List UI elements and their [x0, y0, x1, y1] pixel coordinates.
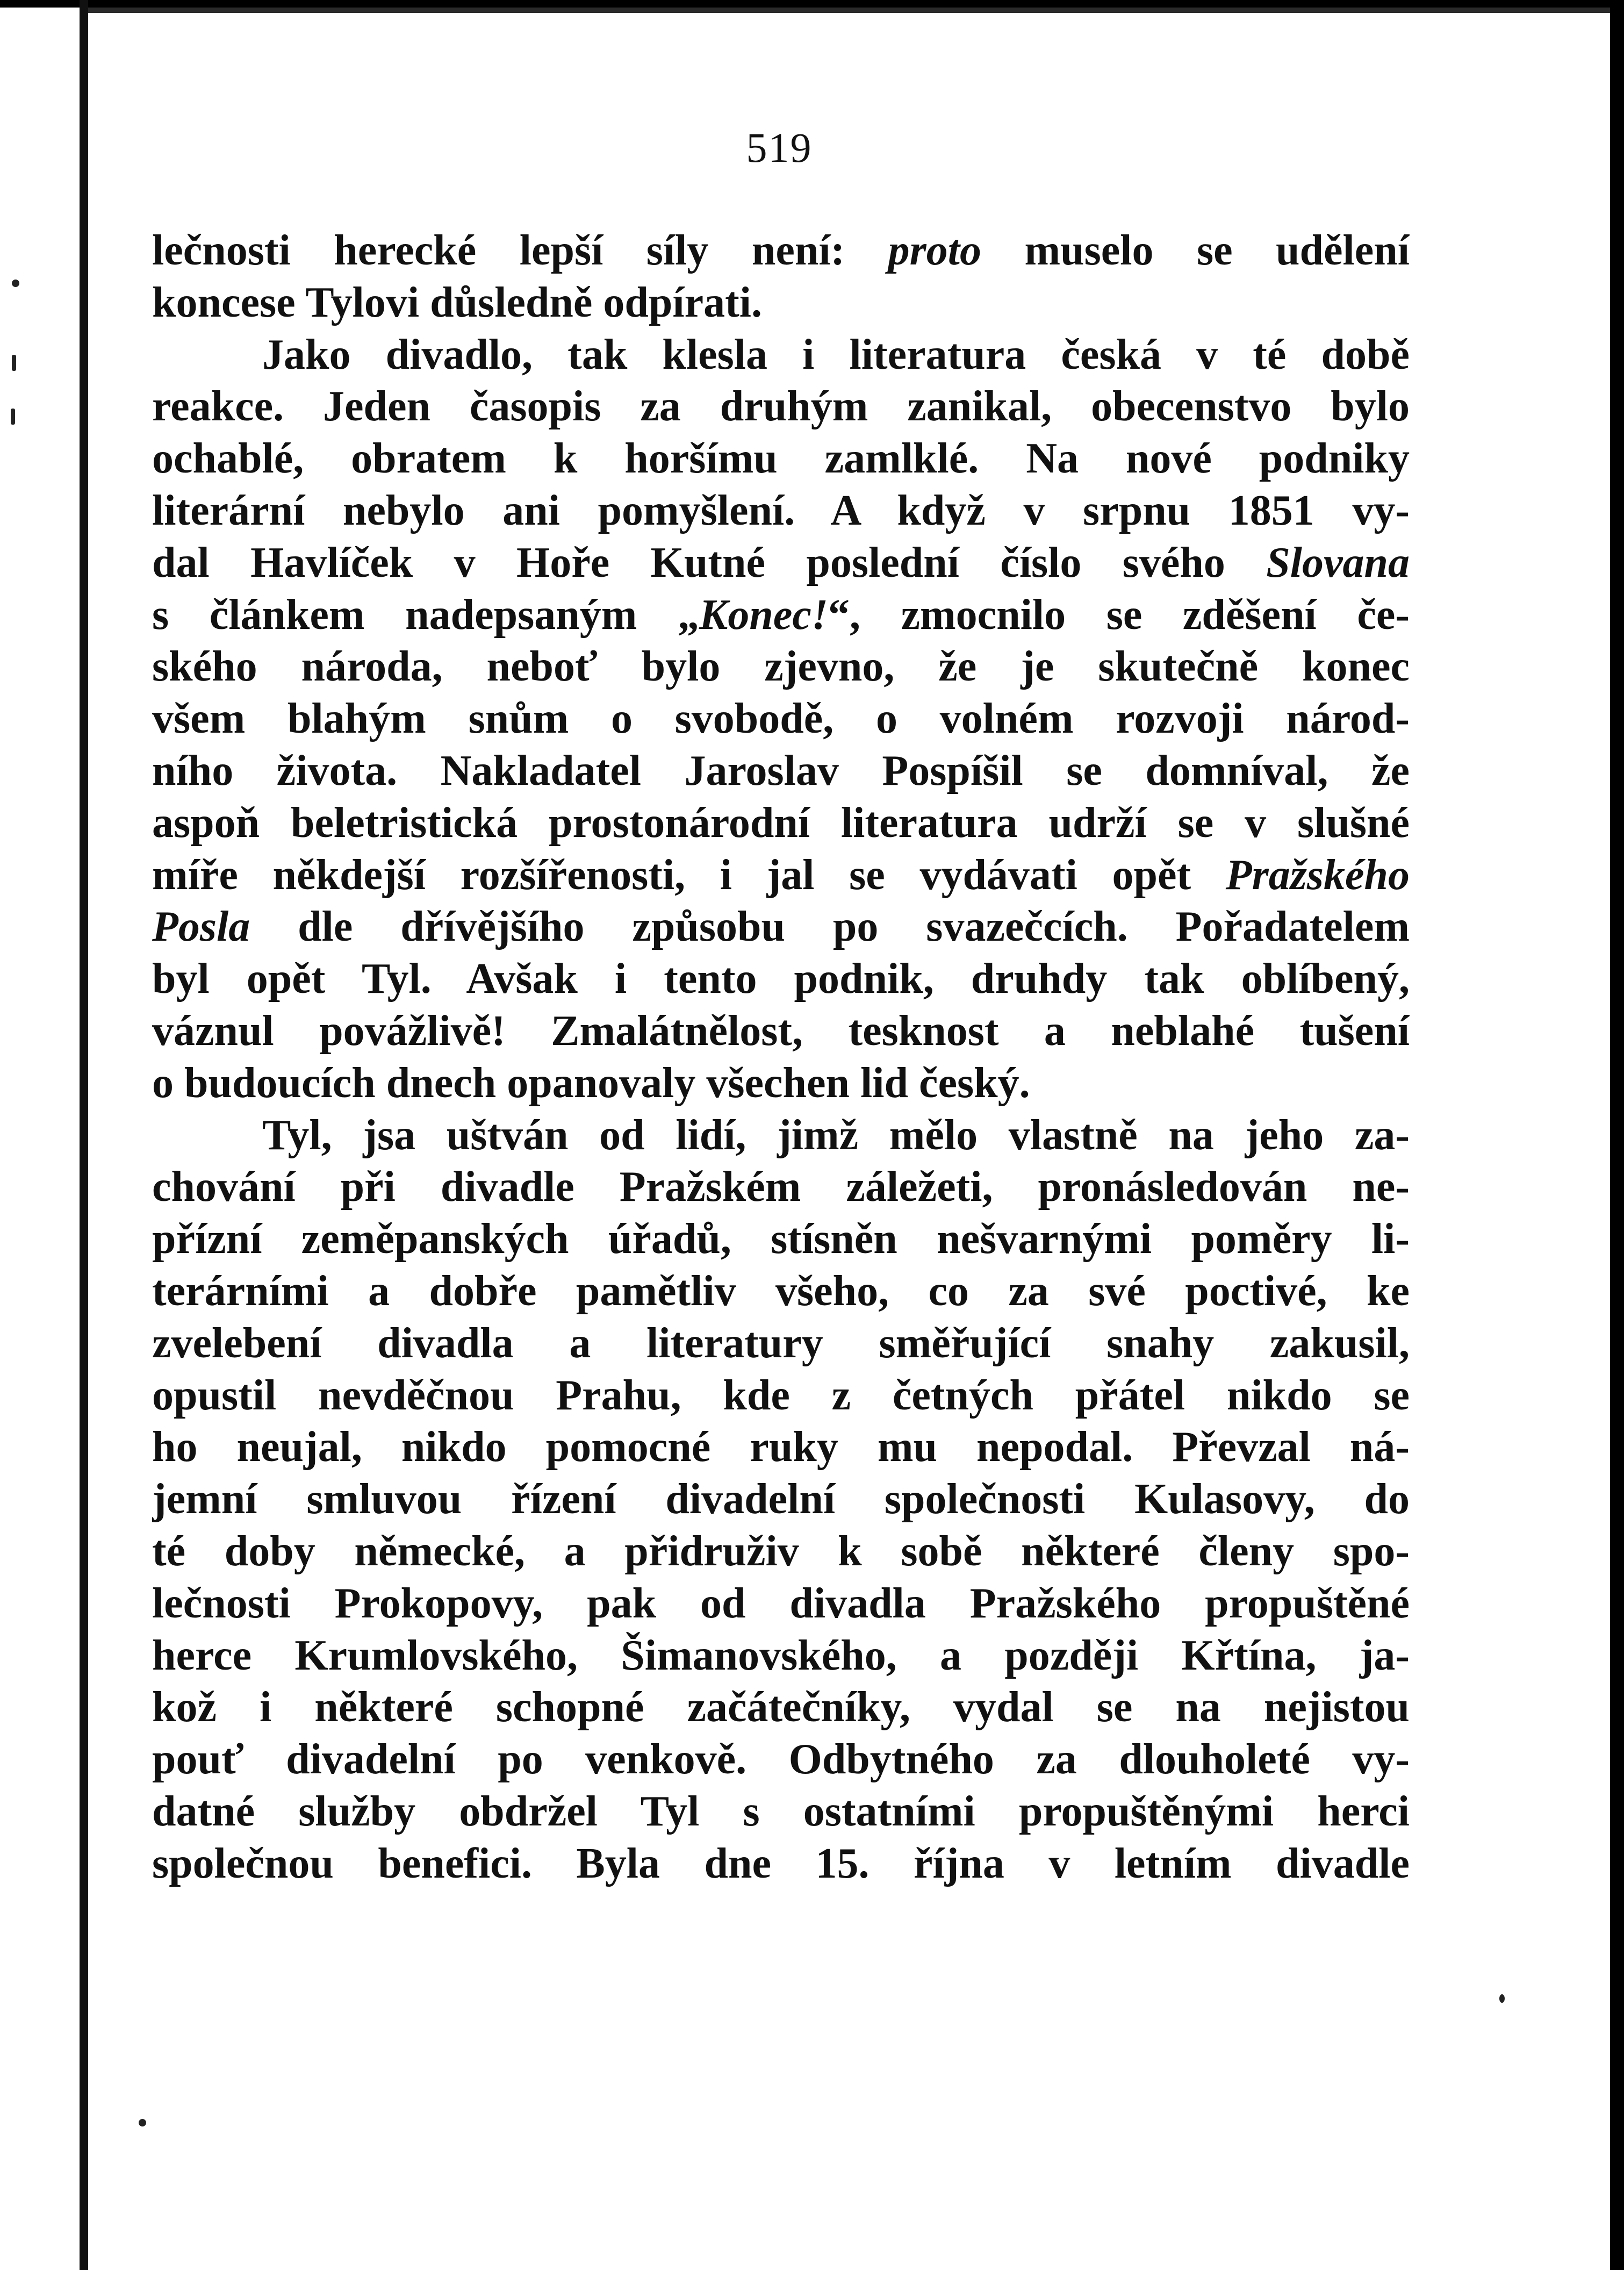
text-segment: ho neujal, nikdo pomocné ruky mu nepodal. Převzal ná- [152, 1423, 1410, 1471]
text-line [152, 381, 1410, 433]
italic-text: Slovana [1266, 539, 1410, 586]
text-segment: dal Havlíček v Hoře Kutné poslední číslo svého [152, 539, 1267, 586]
italic-text: proto [888, 227, 982, 274]
text-segment: ského národa, neboť bylo zjevno, že je skutečně konec [152, 643, 1410, 691]
text-line [152, 329, 1410, 381]
text-segment: aspoň beletristická prostonárodní literatura udrží se v slušné [152, 799, 1410, 847]
text-segment: o budoucích dnech opanovaly všechen lid český. [152, 1059, 1030, 1107]
text-line [152, 953, 1410, 1005]
text-segment: “, zmocnilo se zděšení če- [828, 591, 1410, 639]
text-segment: Tyl, jsa uštván od lidí, jimž mělo vlastně na jeho za- [262, 1111, 1410, 1159]
text-line [152, 433, 1410, 485]
text-line [152, 693, 1410, 745]
text-segment: reakce. Jeden časopis za druhým zanikal, obecenstvo bylo [152, 383, 1410, 431]
text-line [152, 641, 1410, 693]
text-line [152, 1005, 1410, 1057]
text-line [152, 485, 1410, 537]
page-number: 519 [746, 124, 813, 171]
text-line [152, 1057, 1410, 1109]
text-segment: datné služby obdržel Tyl s ostatními propuštěnými herci [152, 1787, 1410, 1835]
text-segment: lečnosti herecké lepší síly není: [152, 227, 888, 274]
text-segment: jemní smluvou řízení divadelní společnosti Kulasovy, do [152, 1476, 1410, 1523]
text-segment: byl opět Tyl. Avšak i tento podnik, druhdy tak oblíbený, [152, 955, 1410, 1003]
page-speck [1499, 1994, 1505, 2003]
italic-text: Pražského [1225, 851, 1410, 899]
text-segment: společnou benefici. Byla dne 15. října v letním divadle [152, 1839, 1410, 1887]
margin-speck [11, 409, 15, 425]
text-line [152, 1578, 1410, 1630]
text-segment: ochablé, obratem k horšímu zamlklé. Na nové podniky [152, 435, 1410, 483]
text-line [152, 537, 1410, 589]
text-line [152, 1681, 1410, 1734]
text-segment: váznul povážlivě! Zmalátnělost, tesknost a neblahé tušení [152, 1007, 1410, 1055]
text-line [152, 849, 1410, 901]
italic-text: Posla [152, 903, 250, 951]
text-line [152, 225, 1410, 277]
text-line [152, 277, 1410, 329]
body-text [152, 225, 1410, 1890]
text-segment: herce Krumlovského, Šimanovského, a později Křtína, ja- [152, 1631, 1410, 1679]
scan-right-edge [1610, 0, 1624, 2270]
text-segment: opustil nevděčnou Prahu, kde z četných přátel nikdo se [152, 1371, 1410, 1419]
text-segment: zvelebení divadla a literatury směřující snahy zakusil, [152, 1319, 1410, 1367]
text-segment: s článkem nadepsaným „ [152, 591, 699, 639]
text-segment: Jako divadlo, tak klesla i literatura česká v té době [262, 331, 1410, 378]
book-gutter-edge [80, 0, 88, 2270]
text-line [152, 745, 1410, 797]
text-line [152, 589, 1410, 641]
text-line [152, 901, 1410, 953]
text-line [152, 1786, 1410, 1838]
text-segment: muselo se udělení [981, 227, 1410, 274]
page-speck [139, 2119, 146, 2126]
text-segment: dle dřívějšího způsobu po svazečcích. Pořadatelem [250, 903, 1410, 951]
italic-text: Konec! [699, 591, 828, 639]
text-segment: té doby německé, a přidruživ k sobě některé členy spo- [152, 1527, 1410, 1575]
text-segment: míře někdejší rozšířenosti, i jal se vydávati opět [152, 851, 1226, 899]
text-segment: ního života. Nakladatel Jaroslav Pospíšil se domníval, že [152, 747, 1410, 794]
text-line [152, 1213, 1410, 1265]
text-line [152, 797, 1410, 849]
margin-speck [12, 355, 16, 371]
text-line [152, 1473, 1410, 1526]
text-segment: lečnosti Prokopovy, pak od divadla Pražského propuštěné [152, 1579, 1410, 1627]
text-line [152, 1838, 1410, 1890]
text-segment: chování při divadle Pražském záležeti, pronásledován ne- [152, 1163, 1410, 1211]
text-segment: koncese Tylovi důsledně odpírati. [152, 278, 762, 326]
text-line [152, 1317, 1410, 1370]
text-line [152, 1630, 1410, 1682]
text-line [152, 1734, 1410, 1786]
text-segment: přízní zeměpanských úřadů, stísněn nešvarnými poměry li- [152, 1215, 1410, 1263]
text-line [152, 1421, 1410, 1473]
scan-top-edge [0, 0, 1624, 8]
text-line [152, 1265, 1410, 1317]
text-segment: literární nebylo ani pomyšlení. A když v srpnu 1851 vy- [152, 486, 1410, 534]
text-line [152, 1161, 1410, 1213]
text-segment: kož i některé schopné začátečníky, vydal se na nejistou [152, 1684, 1410, 1731]
text-line [152, 1370, 1410, 1422]
text-line [152, 1109, 1410, 1162]
text-segment: všem blahým snům o svobodě, o volném rozvoji národ- [152, 695, 1410, 743]
scan-top-shadow [88, 8, 1610, 13]
margin-speck [12, 280, 19, 287]
text-segment: pouť divadelní po venkově. Odbytného za dlouholeté vy- [152, 1736, 1410, 1784]
text-segment: terárními a dobře pamětliv všeho, co za své poctivé, ke [152, 1267, 1410, 1315]
text-line [152, 1526, 1410, 1578]
